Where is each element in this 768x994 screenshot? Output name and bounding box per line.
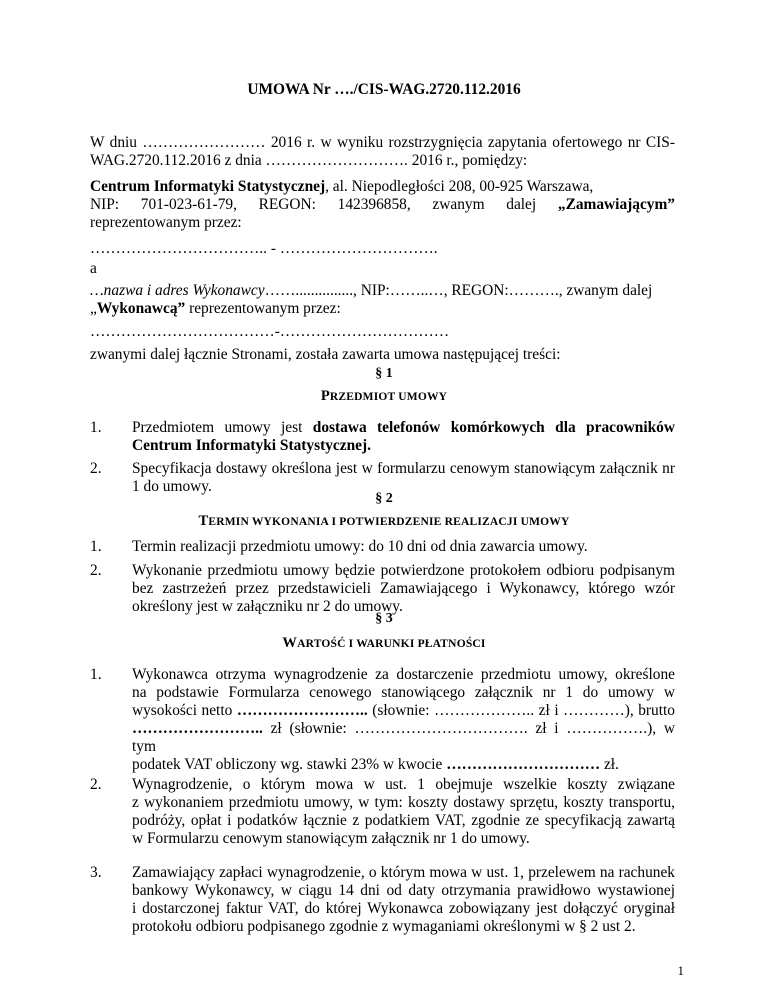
item-bold-text: …………………….. <box>132 720 263 737</box>
item-line: Specyfikacja dostawy określona jest w formularzu cenowym stanowiącym załącznik nr <box>132 460 675 477</box>
item-line: 1 do umowy. <box>132 478 212 495</box>
item-line: Wynagrodzenie, o którym mowa w ust. 1 obejmuje wszelkie koszty związane <box>132 776 675 793</box>
party2-alias: Wykonawcą” <box>96 300 186 317</box>
party1-line <box>90 196 675 214</box>
section-3-item-1 <box>132 666 675 774</box>
item-line: bankowy Wykonawcy, w ciągu 14 dni od daty otrzymania prawidłowo wystawionej <box>132 882 675 899</box>
section-3-item-2 <box>132 776 675 848</box>
party1-represented: reprezentowanym przez: <box>90 214 242 231</box>
item-line: Wykonanie przedmiotu umowy będzie potwierdzone protokołem odbioru podpisanym <box>132 562 675 579</box>
party1-line <box>90 178 675 196</box>
party2-paragraph <box>90 282 675 318</box>
section-2-item-2 <box>132 562 675 616</box>
party1-name: Centrum Informatyki Statystycznej <box>90 178 326 195</box>
party2-representatives: ………………………………-…………………………… <box>90 323 450 340</box>
intro-line: W dniu …………………… 2016 r. w wyniku rozstrzygnięcia zapytania ofertowego nr CIS- <box>90 134 675 151</box>
item-text: (słownie: ……………….. zł i …………), brutto <box>367 702 675 719</box>
section-2-heading-rest: ERMIN WYKONANIA I POTWIERDZENIE REALIZACJI UMOWY <box>208 516 570 528</box>
item-line <box>132 756 675 774</box>
section-1-number: § 1 <box>375 366 393 381</box>
item-line: Wykonawca otrzyma wynagrodzenie za dostarczenie przedmiotu umowy, określone <box>132 666 675 683</box>
party2-represented: reprezentowanym przez: <box>185 300 341 317</box>
party2-details: ……..............., NIP:……..…, REGON:………., zwanym dalej <box>264 282 653 299</box>
item-bold-text: dostawa telefonów komórkowych dla pracowników <box>312 419 675 436</box>
section-3-heading-rest: ARTOŚĆ I WARUNKI PŁATNOŚCI <box>297 638 486 650</box>
contract-title: UMOWA Nr …./CIS-WAG.2720.112.2016 <box>247 81 521 98</box>
item-line: protokołu odbioru podpisanego zgodnie z wymaganiami określonymi w § 2 ust 2. <box>132 918 636 935</box>
party1-alias: „Zamawiającym” <box>557 196 675 213</box>
item-text: wysokości netto <box>132 702 237 719</box>
item-bold-text: ………………………… <box>446 756 601 773</box>
party2-line <box>90 282 675 300</box>
section-1-heading <box>0 387 768 406</box>
party2-line <box>90 300 675 318</box>
intro-line: WAG.2720.112.2016 z dnia ………………………. 2016 r., pomiędzy: <box>90 152 528 169</box>
item-line: Zamawiający zapłaci wynagrodzenie, o którym mowa w ust. 1, przelewem na rachunek <box>132 864 675 881</box>
party1-address: , al. Niepodległości 208, 00-925 Warszawa, <box>325 178 594 195</box>
intro-paragraph <box>90 134 675 170</box>
item-text: Przedmiotem umowy jest <box>132 419 313 436</box>
item-line <box>132 702 675 720</box>
section-2-number: § 2 <box>375 491 393 506</box>
party1-representatives: …………………………….. - …………………………. <box>90 240 438 257</box>
item-line: i dostarczonej faktur VAT, do której Wykonawca zobowiązany jest dołączyć oryginał <box>132 900 675 917</box>
section-2-item-1 <box>132 538 675 556</box>
item-line: podróży, opłat i podatków łącznie z podatkiem VAT, zgodnie ze specyfikacją zawartą <box>132 812 675 829</box>
party1-paragraph <box>90 178 675 232</box>
party1-nip: NIP: 701-023-61-79, REGON: 142396858, zwanym dalej <box>90 196 537 213</box>
section-1-item-1 <box>132 419 675 455</box>
and-separator: a <box>90 260 97 277</box>
page-number: 1 <box>677 963 684 978</box>
item-line <box>132 720 675 756</box>
party2-name-placeholder: …nazwa i adres Wykonawcy <box>90 282 265 299</box>
section-1-heading-rest: RZEDMIOT UMOWY <box>329 391 448 403</box>
item-text: podatek VAT obliczony wg. stawki 23% w kwocie <box>132 756 447 773</box>
item-bold-text: Centrum Informatyki Statystycznej. <box>132 437 371 454</box>
item-number: 2. <box>90 460 102 477</box>
item-text: zł. <box>600 756 619 773</box>
item-line: z wykonaniem przedmiotu umowy, w tym: koszty dostawy sprzętu, koszty transportu, <box>132 794 675 811</box>
section-3-number: § 3 <box>375 611 393 626</box>
item-number: 2. <box>90 562 102 579</box>
item-line <box>132 419 675 437</box>
section-3-heading <box>0 634 768 653</box>
section-2-heading <box>0 512 768 531</box>
closing-paragraph: zwanymi dalej łącznie Stronami, została zawarta umowa następującej treści: <box>90 346 561 363</box>
item-line: określony jest w załączniku nr 2 do umowy. <box>132 598 403 615</box>
item-text: zł (słownie: ……………………………. zł i …………….), w tym <box>132 720 675 755</box>
item-number: 1. <box>90 538 102 555</box>
item-line: na podstawie Formularza cenowego stanowiącego załącznik nr 1 do umowy w <box>132 684 675 701</box>
section-2-heading-cap: T <box>198 513 209 529</box>
item-number: 1. <box>90 666 102 683</box>
section-1-heading-cap: P <box>320 388 330 404</box>
item-line: bez zastrzeżeń przez przedstawicieli Zamawiającego i Wykonawcy, którego wzór <box>132 580 675 597</box>
party2-alias-quote: „ <box>90 300 97 317</box>
item-line <box>132 437 675 455</box>
item-bold-text: …………………….. <box>236 702 368 719</box>
item-number: 2. <box>90 776 102 793</box>
item-number: 3. <box>90 864 102 881</box>
item-line: w Formularzu cenowym stanowiącym załącznik nr 1 do umowy. <box>132 830 530 847</box>
section-3-item-3 <box>132 864 675 936</box>
item-line: Termin realizacji przedmiotu umowy: do 10 dni od dnia zawarcia umowy. <box>132 538 588 555</box>
section-3-heading-cap: W <box>282 635 298 651</box>
item-number: 1. <box>90 419 102 436</box>
